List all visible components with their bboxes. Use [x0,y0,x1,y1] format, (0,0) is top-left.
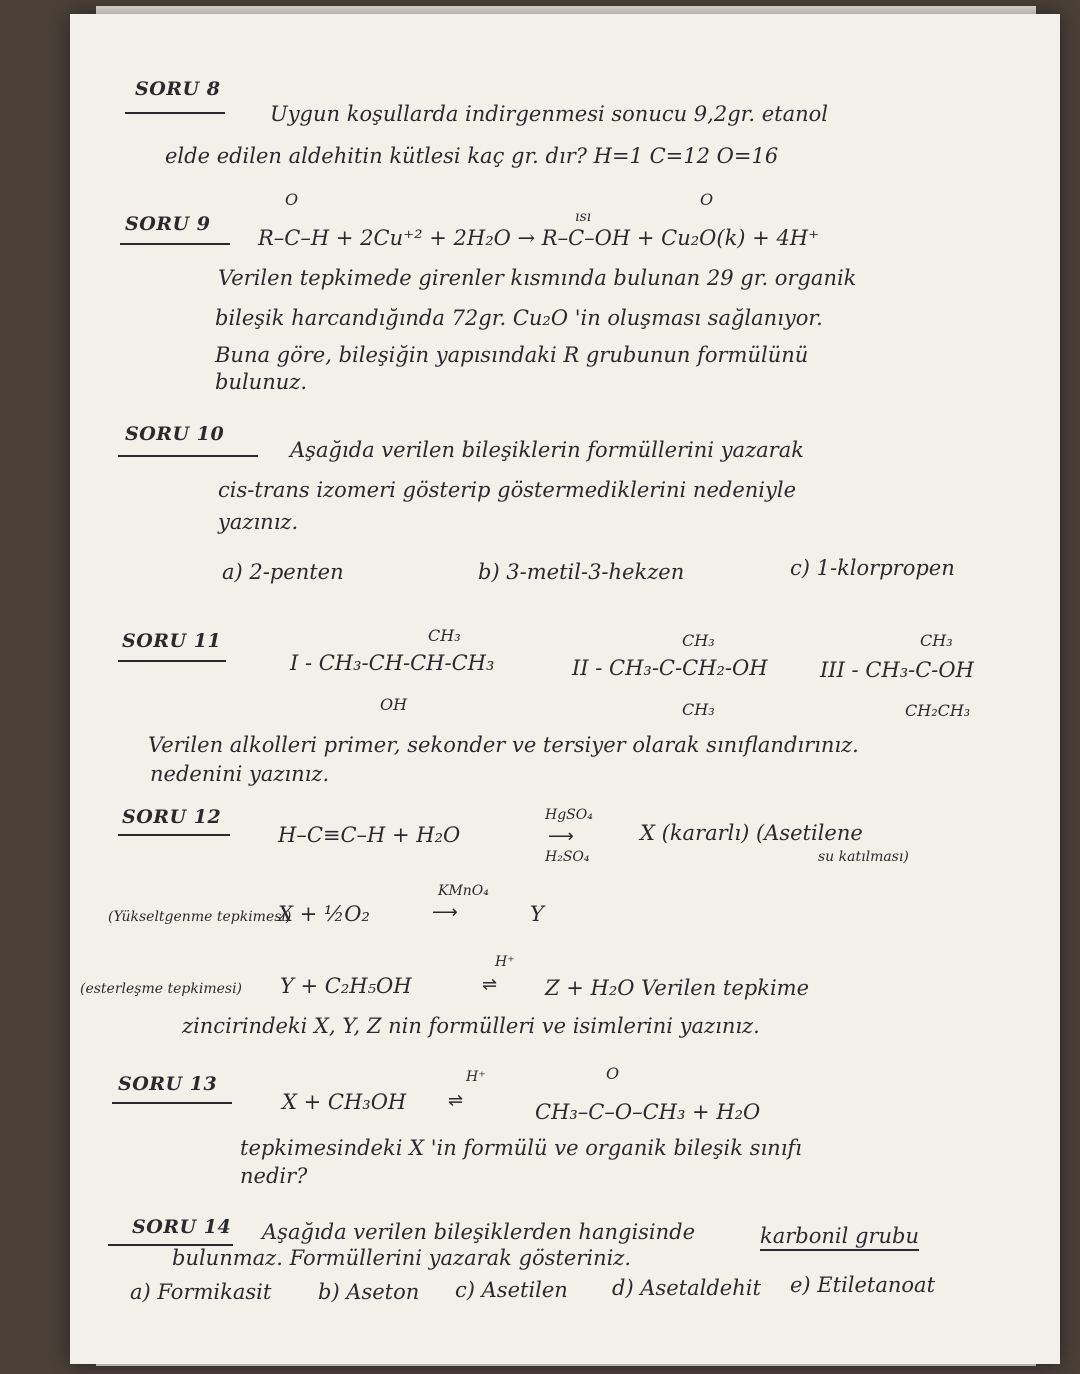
q12-eq2-note: (Yükseltgenme tepkimesi) [108,909,292,925]
q12-text-1: zincirindeki X, Y, Z nin formülleri ve isimlerini yazınız. [182,1014,760,1038]
q13-label: SORU 13 [118,1073,218,1095]
q11-s3-bottom: CH₂CH₃ [905,701,971,720]
q10-option-c: c) 1-klorpropen [790,556,955,580]
q12-eq3-arrow: ⇌ [482,974,498,995]
q14-option-b: b) Aseton [318,1280,420,1304]
q9-carbonyl-o-1: O [285,190,299,209]
q9-label-underline [120,243,230,245]
q8-text-1: Uygun koşullarda indirgenmesi sonucu 9,2gr. etanol [270,102,828,126]
q13-carbonyl-o: O [606,1064,620,1083]
q10-label-underline [118,455,258,457]
q9-text-2: bileşik harcandığında 72gr. Cu₂O 'in oluşması sağlanıyor. [215,306,823,330]
q11-structure-2: II - CH₃-C-CH₂-OH [572,656,768,680]
q12-label-underline [118,834,230,836]
q14-option-a: a) Formikasit [130,1280,272,1304]
q12-eq2-product: Y [530,902,544,926]
q9-equation: R–C–H + 2Cu⁺² + 2H₂O → R–C–OH + Cu₂O(k) + 4H⁺ [258,226,820,250]
q11-s3-top: CH₃ [920,631,953,650]
q9-text-1: Verilen tepkimede girenler kısmında bulunan 29 gr. organik [218,266,857,290]
q14-text-1a: Aşağıda verilen bileşiklerden hangisinde [262,1220,696,1244]
q12-label: SORU 12 [122,806,222,828]
q12-eq3-catalyst: H⁺ [495,954,515,970]
q8-label-underline [125,112,225,114]
q11-s2-top: CH₃ [682,631,715,650]
q11-s1-top: CH₃ [428,626,461,645]
q9-text-3: Buna göre, bileşiğin yapısındaki R grubunun formülünü [215,343,809,367]
q13-reactants: X + CH₃OH [282,1090,407,1114]
q13-text-1: tepkimesindeki X 'in formülü ve organik bileşik sınıfı [240,1136,802,1160]
q12-eq2-arrow: ⟶ [432,902,458,923]
q10-text-2: cis-trans izomeri gösterip göstermediklerini nedeniyle [218,478,797,502]
q13-product: CH₃–C–O–CH₃ + H₂O [535,1100,761,1124]
q14-text-2: bulunmaz. Formüllerini yazarak gösteriniz. [172,1246,632,1270]
q11-text-1: Verilen alkolleri primer, sekonder ve tersiyer olarak sınıflandırınız. [148,733,859,757]
q9-text-4: bulunuz. [215,370,307,394]
q9-label: SORU 9 [125,213,211,235]
q10-option-a: a) 2-penten [222,560,344,584]
q11-s2-bottom: CH₃ [682,700,715,719]
q13-arrow: ⇌ [448,1090,464,1111]
q11-label: SORU 11 [122,630,222,652]
q12-eq3-note: (esterleşme tepkimesi) [80,981,243,997]
q9-carbonyl-o-2: O [700,190,714,209]
q12-eq1-catalyst-bottom: H₂SO₄ [545,849,590,865]
q11-structure-1: I - CH₃-CH-CH-CH₃ [290,651,495,675]
q12-eq2-catalyst: KMnO₄ [438,883,489,899]
q10-text-3: yazınız. [218,510,299,534]
q12-eq3-reactants: Y + C₂H₅OH [280,974,412,998]
q14-text-1b-underlined: karbonil grubu [760,1226,919,1251]
q13-catalyst: H⁺ [466,1069,486,1085]
q11-s1-bottom: OH [380,695,408,714]
q13-text-2: nedir? [240,1164,308,1188]
q13-label-underline [112,1102,232,1104]
q9-arrow-label: ısı [575,209,592,225]
q8-text-2: elde edilen aldehitin kütlesi kaç gr. dır? H=1 C=12 O=16 [165,144,779,168]
q12-eq1-catalyst-top: HgSO₄ [545,807,593,823]
q14-option-e: e) Etiletanoat [790,1273,936,1297]
q11-label-underline [118,660,226,662]
q12-eq2-reactants: X + ½O₂ [278,902,370,926]
q14-label: SORU 14 [132,1216,232,1238]
q12-eq1-note: su katılması) [818,849,909,865]
q14-option-d: d) Asetaldehit [612,1276,761,1300]
q10-text-1: Aşağıda verilen bileşiklerin formüllerini yazarak [290,438,804,462]
q8-label: SORU 8 [135,78,221,100]
q12-eq1-product: X (kararlı) (Asetilene [640,821,863,845]
q11-structure-3: III - CH₃-C-OH [820,658,974,682]
q10-option-b: b) 3-metil-3-hekzen [478,560,685,584]
paper-sheet [70,14,1060,1364]
q11-text-2: nedenini yazınız. [150,762,330,786]
q12-eq3-product: Z + H₂O Verilen tepkime [545,976,810,1000]
q10-label: SORU 10 [125,423,225,445]
q14-option-c: c) Asetilen [455,1278,568,1302]
q12-eq1-arrow: ⟶ [548,826,574,847]
q12-eq1-reactants: H–C≡C–H + H₂O [278,823,461,847]
